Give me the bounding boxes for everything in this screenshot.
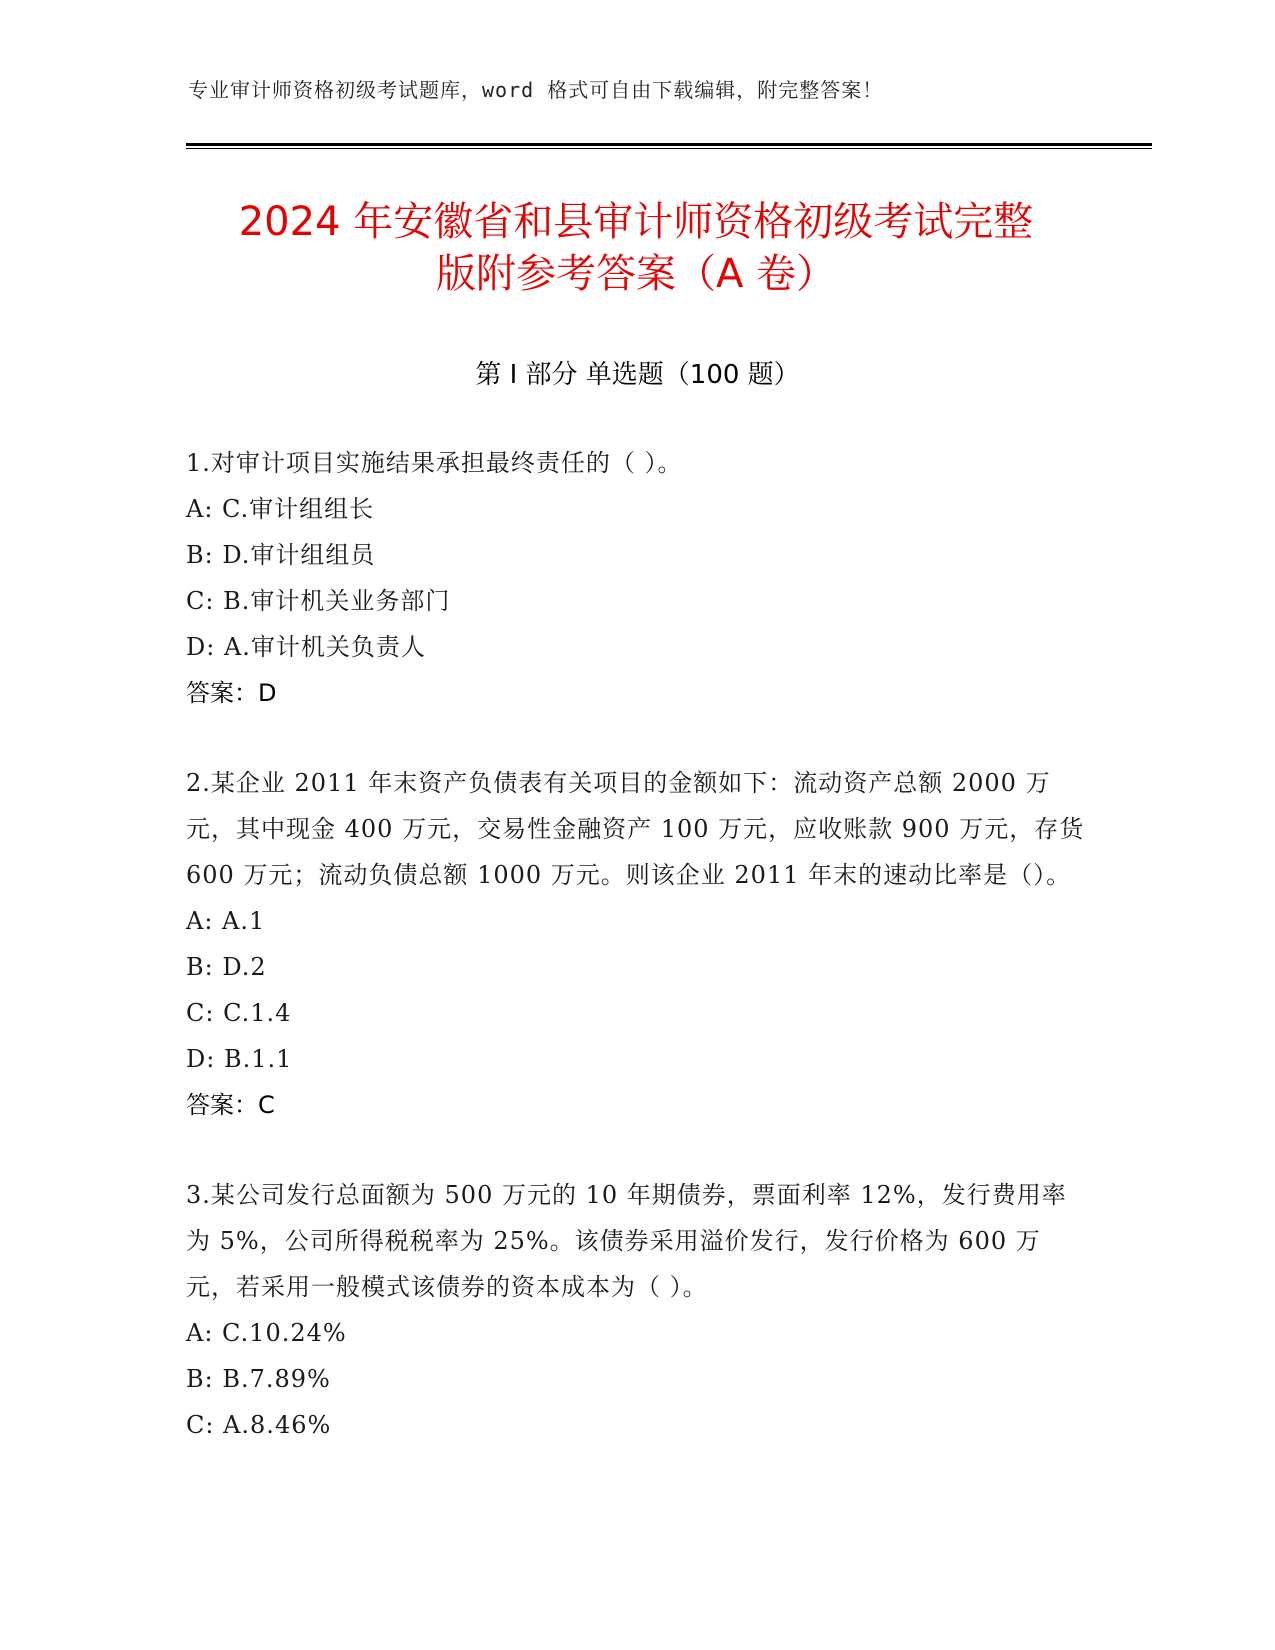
question-list bbox=[186, 440, 1086, 1492]
question-2 bbox=[186, 760, 1086, 1128]
option-d: D: B.1.1 bbox=[186, 1045, 293, 1073]
option-c: C: C.1.4 bbox=[186, 999, 292, 1027]
section-heading: 第 I 部分 单选题（100 题） bbox=[475, 360, 800, 390]
question-text: 2.某企业 2011 年末资产负债表有关项目的金额如下：流动资产总额 2000 万元，其中现金 400 万元，交易性金融资产 100 万元，应收账款 900 万元，存货 600 万元；流动负债总额 1000 万元。则该企业 2011 年末的速动比率是（）。 bbox=[186, 769, 1085, 889]
option-b: B: B.7.89% bbox=[186, 1365, 331, 1393]
header-rule-thick bbox=[186, 143, 1152, 146]
question-3 bbox=[186, 1172, 1086, 1448]
title-line-2: 版附参考答案（A 卷） bbox=[435, 251, 837, 297]
question-text: 3.某公司发行总面额为 500 万元的 10 年期债券，票面利率 12%，发行费用率为 5%，公司所得税税率为 25%。该债券采用溢价发行，发行价格为 600 万元，若采用一般模式该债券的资本成本为（ ）。 bbox=[186, 1181, 1067, 1301]
option-b: B: D.审计组组员 bbox=[186, 541, 376, 569]
option-c: C: A.8.46% bbox=[186, 1411, 332, 1439]
option-a: A: C.10.24% bbox=[186, 1319, 347, 1347]
option-d: D: A.审计机关负责人 bbox=[186, 633, 426, 661]
title-line-1: 2024 年安徽省和县审计师资格初级考试完整 bbox=[238, 199, 1034, 245]
answer: 答案：D bbox=[186, 679, 277, 707]
header-note: 专业审计师资格初级考试题库，word 格式可自由下载编辑，附完整答案！ bbox=[188, 78, 884, 102]
option-a: A: C.审计组组长 bbox=[186, 495, 375, 523]
header-rule-thin bbox=[186, 148, 1152, 149]
question-text: 1.对审计项目实施结果承担最终责任的（ ）。 bbox=[186, 449, 683, 477]
answer: 答案：C bbox=[186, 1091, 275, 1119]
question-1 bbox=[186, 440, 1086, 716]
option-c: C: B.审计机关业务部门 bbox=[186, 587, 451, 615]
document-title bbox=[186, 196, 1086, 300]
option-a: A: A.1 bbox=[186, 907, 266, 935]
option-b: B: D.2 bbox=[186, 953, 267, 981]
